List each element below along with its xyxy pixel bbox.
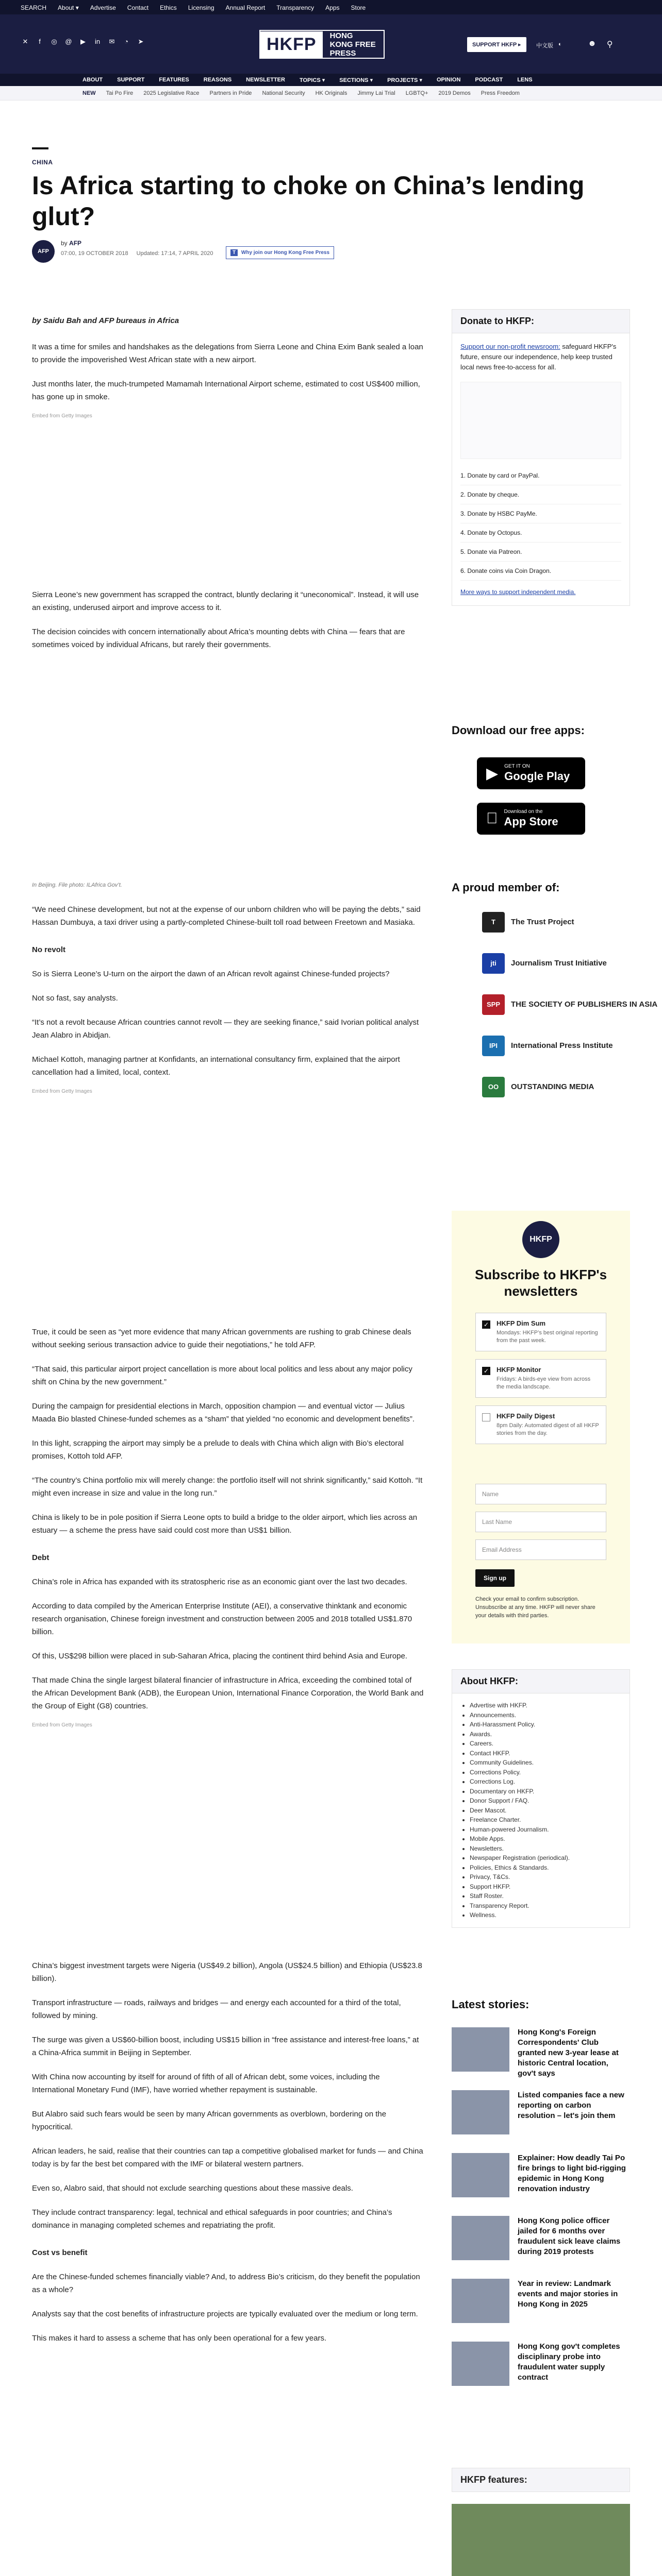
- about-link[interactable]: • Support HKFP.: [470, 1882, 621, 1892]
- embed-credit[interactable]: Embed from Getty Images: [32, 1722, 92, 1728]
- paragraph-group-8: [32, 2270, 424, 2345]
- member-name: THE SOCIETY OF PUBLISHERS IN ASIA: [511, 1000, 658, 1009]
- about-link[interactable]: • Careers.: [470, 1739, 621, 1749]
- article-dates: [61, 250, 213, 257]
- topbar-link[interactable]: Annual Report: [225, 4, 266, 11]
- latest-story[interactable]: [452, 2279, 630, 2323]
- member-badge: OO: [482, 1077, 505, 1097]
- newsletter-option[interactable]: [475, 1405, 606, 1444]
- embed-credit[interactable]: Embed from Getty Images: [32, 413, 92, 419]
- article-paragraph: That made China the single largest bilateral financier of infrastructure in Africa, exceeding the combined total of the African Development Bank (ADB), the European Union, International Finance Corporation, the World Bank and the Group of Eight (G8) countries.: [32, 1676, 424, 1710]
- subheading-no-revolt: No revolt: [32, 945, 66, 954]
- mail-icon[interactable]: ✉: [109, 38, 115, 45]
- article-paragraph: Analysts say that the cost benefits of infrastructure projects are typically evaluated over the medium or long term.: [32, 2310, 418, 2318]
- article-paragraph: It was a time for smiles and handshakes as the delegations from Sierra Leone and China Exim Bank sealed a loan to provide the impoverished West African state with a new airport.: [32, 343, 423, 364]
- newsletter-option-title: HKFP Dim Sum: [496, 1319, 546, 1327]
- embed-credit[interactable]: Embed from Getty Images: [32, 1089, 92, 1094]
- member-logo[interactable]: [482, 912, 574, 933]
- threads-icon[interactable]: @: [65, 38, 72, 45]
- donate-title: Donate to HKFP:: [452, 310, 630, 333]
- newsletter-option[interactable]: [475, 1359, 606, 1398]
- trending-link[interactable]: National Security: [262, 90, 305, 96]
- story-title[interactable]: Explainer: How deadly Tai Po fire brings to light bid-rigging epidemic in Hong Kong renovation industry: [518, 2154, 626, 2193]
- about-link[interactable]: • Mobile Apps.: [470, 1834, 621, 1844]
- donate-link[interactable]: Support our non-profit newsroom:: [460, 343, 560, 350]
- article-body: [32, 314, 424, 2356]
- paragraph-group-7: [32, 1959, 424, 2232]
- category-rule: [32, 147, 48, 149]
- logo-name: HONG KONG FREE PRESS: [329, 31, 376, 58]
- nav-item[interactable]: PODCAST: [475, 77, 503, 83]
- trending-bar: [0, 86, 662, 100]
- topbar-link[interactable]: Licensing: [188, 4, 214, 11]
- about-link[interactable]: • Deer Mascot.: [470, 1806, 621, 1816]
- facebook-icon[interactable]: f: [39, 38, 41, 45]
- article-paragraph: True, it could be seen as “yet more evidence that many African governments are rushing to grab Chinese deals without seeking serious transaction advice to guide their negotiations,” he told AFP.: [32, 1328, 411, 1349]
- trending-link[interactable]: Jimmy Lai Trial: [357, 90, 395, 96]
- article-category[interactable]: CHINA: [32, 159, 53, 166]
- member-badge: T: [482, 912, 505, 933]
- photo-caption: In Beijing. File photo: ILAfrica Gov’t.: [32, 882, 122, 888]
- embedded-image-placeholder: [32, 1109, 424, 1326]
- trending-link[interactable]: Partners in Pride: [209, 90, 252, 96]
- story-title[interactable]: Hong Kong gov't completes disciplinary probe into fraudulent water supply contract: [518, 2342, 620, 2382]
- about-link[interactable]: • Corrections Policy.: [470, 1768, 621, 1777]
- member-logo[interactable]: [482, 1077, 594, 1097]
- donate-method-link[interactable]: 1. Donate by card or PayPal.: [460, 466, 621, 485]
- nav-item[interactable]: FEATURES: [159, 77, 189, 83]
- rss-icon[interactable]: ◔: [124, 38, 128, 45]
- about-link[interactable]: • Documentary on HKFP.: [470, 1787, 621, 1797]
- article-paragraph: “It’s not a revolt because African countries cannot revolt — they are seeking finance,” said Ivorian political analyst Jean Alabro in Abidjan.: [32, 1018, 419, 1040]
- app-store-button[interactable]: [477, 803, 585, 835]
- latest-title: Latest stories:: [452, 1998, 529, 2011]
- nav-item[interactable]: TOPICS ▾: [299, 77, 325, 83]
- latest-story[interactable]: [452, 2153, 630, 2197]
- header-icons: [588, 39, 613, 49]
- nav-item[interactable]: LENS: [517, 77, 533, 83]
- byline: [61, 240, 81, 247]
- donate-body: [452, 333, 630, 605]
- latest-story[interactable]: [452, 2342, 630, 2386]
- article-paragraph: According to data compiled by the American Enterprise Institute (AEI), a conservative thinktank and economic research organisation, Chinese foreign investment and construction between 2005 and 2018 totalled US$1.870 billion.: [32, 1602, 412, 1636]
- trending-link[interactable]: NEW: [82, 90, 96, 96]
- search-icon[interactable]: ⚲: [606, 40, 613, 49]
- newsletter-option-title: HKFP Monitor: [496, 1366, 541, 1374]
- member-logo[interactable]: [482, 994, 657, 1015]
- donate-banner-image[interactable]: [460, 382, 621, 459]
- member-badge: SPP: [482, 994, 505, 1015]
- telegram-icon[interactable]: ➤: [138, 38, 144, 45]
- author-link[interactable]: AFP: [69, 240, 82, 247]
- article-paragraph: “The country’s China portfolio mix will merely change: the portfolio itself will not shrink significantly,” said Kottoh. “It might even increase in size and value in the long run.”: [32, 1476, 423, 1498]
- email-field[interactable]: Email Address: [475, 1539, 606, 1560]
- paragraph-group-6: [32, 1575, 424, 1713]
- article-paragraph: Sierra Leone’s new government has scrapped the contract, bluntly declaring it “uneconomical”. Instead, it will use an existing, underused airport and improve access to it.: [32, 590, 419, 612]
- article-paragraph: Michael Kottoh, managing partner at Konfidants, an international consultancy firm, explained that the airport cancellation had a limited, local, context.: [32, 1055, 400, 1077]
- topbar-link[interactable]: About ▾: [58, 4, 79, 11]
- about-link[interactable]: • Newsletters.: [470, 1844, 621, 1854]
- about-link[interactable]: • Freelance Charter.: [470, 1815, 621, 1825]
- article-lead: by Saidu Bah and AFP bureaus in Africa: [32, 316, 179, 325]
- paragraph-group-5: [32, 1326, 424, 1537]
- trending-link[interactable]: 2025 Legislative Race: [143, 90, 200, 96]
- signup-button[interactable]: Sign up: [475, 1569, 515, 1587]
- donate-method-link[interactable]: 2. Donate by cheque.: [460, 485, 621, 504]
- article-paragraph: Just months later, the much-trumpeted Mamamah International Airport scheme, estimated to cost US$400 million, has gone up in smoke.: [32, 380, 420, 401]
- apps-title: Download our free apps:: [452, 724, 585, 737]
- donate-text: safeguard HKFP's future, ensure our independence, help keep trusted local news free-to-access for all.: [460, 343, 617, 371]
- embedded-image-placeholder: [32, 434, 424, 588]
- story-thumbnail[interactable]: [452, 2216, 509, 2260]
- article-paragraph: Transport infrastructure — roads, railways and bridges — and energy each accounted for a third of the total, followed by mining.: [32, 1998, 401, 2020]
- byline-by: by: [61, 240, 68, 247]
- about-link[interactable]: • Newspaper Registration (periodical).: [470, 1853, 621, 1863]
- newsletter-title: Subscribe to HKFP's newsletters: [474, 1267, 607, 1299]
- story-thumbnail[interactable]: [452, 2153, 509, 2197]
- article-paragraph: With China now accounting by itself for around of fifth of all of African debt, some voices, including the International Monetary Fund (IMF), have worried whether repayment is sustainable.: [32, 2073, 380, 2094]
- trending-link[interactable]: Press Freedom: [481, 90, 520, 96]
- app-store-big: App Store: [492, 815, 547, 828]
- donate-method-link[interactable]: 3. Donate by HSBC PayMe.: [460, 504, 621, 523]
- trending-link[interactable]: Tai Po Fire: [106, 90, 134, 96]
- about-link[interactable]: • Wellness.: [470, 1910, 621, 1920]
- play-icon: ▶: [486, 765, 499, 782]
- social-icons: [21, 37, 145, 46]
- topbar-link[interactable]: SEARCH: [21, 4, 47, 11]
- last-name-field[interactable]: Last Name: [475, 1512, 606, 1532]
- topbar-link[interactable]: Ethics: [160, 4, 177, 11]
- paragraph-group-2: [32, 588, 424, 651]
- article-paragraph: This makes it hard to assess a scheme that has only been operational for a few years.: [32, 2334, 327, 2343]
- lang-zh-link[interactable]: 中文版: [536, 43, 553, 49]
- join-badge: T: [230, 249, 238, 256]
- members-title: A proud member of:: [452, 881, 560, 894]
- topbar-link[interactable]: Store: [351, 4, 366, 11]
- topbar-link[interactable]: Advertise: [90, 4, 116, 11]
- story-thumbnail[interactable]: [452, 2279, 509, 2323]
- newsletter-checkbox[interactable]: ✓: [482, 1367, 490, 1375]
- google-play-big: Google Play: [504, 770, 570, 783]
- about-link[interactable]: • Corrections Log.: [470, 1777, 621, 1787]
- newsletter-checkbox[interactable]: ✓: [482, 1320, 490, 1329]
- nav-item[interactable]: SUPPORT: [117, 77, 145, 83]
- logo-mark: HKFP: [260, 31, 323, 58]
- latest-story[interactable]: [452, 2216, 630, 2260]
- about-link[interactable]: • Policies, Ethics & Standards.: [470, 1863, 621, 1873]
- about-link[interactable]: • Advertise with HKFP.: [470, 1701, 621, 1710]
- article-headline: Is Africa starting to choke on China’s lending glut?: [32, 171, 585, 231]
- article-paragraph: So is Sierra Leone’s U-turn on the airport the dawn of an African revolt against Chinese-funded projects?: [32, 970, 390, 978]
- newsletter-option-desc: 8pm Daily: Automated digest of all HKFP stories from the day.: [496, 1422, 599, 1436]
- feature-image[interactable]: [452, 2504, 630, 2576]
- donate-box: [452, 309, 630, 606]
- youtube-icon[interactable]: ▶: [80, 38, 86, 45]
- article-paragraph: Of this, US$298 billion were placed in sub-Saharan Africa, placing the continent third behind Asia and Europe.: [32, 1652, 407, 1660]
- article-paragraph: China’s role in Africa has expanded with its stratospheric rise as an economic giant over the last two decades.: [32, 1578, 407, 1586]
- main-navigation: [0, 74, 662, 86]
- newsletter-option[interactable]: [475, 1313, 606, 1351]
- about-link[interactable]: • Human-powered Journalism.: [470, 1825, 621, 1835]
- article-paragraph: Not so fast, say analysts.: [32, 994, 118, 1003]
- site-logo[interactable]: [259, 30, 385, 59]
- latest-story[interactable]: [452, 2090, 630, 2134]
- donate-methods: [460, 466, 621, 581]
- latest-story[interactable]: [452, 2027, 630, 2078]
- story-thumbnail[interactable]: [452, 2342, 509, 2386]
- member-badge: jti: [482, 953, 505, 974]
- article-paragraph: The decision coincides with concern internationally about Africa’s mounting debts with China — fears that are sometimes voiced by individual Africans, but rarely their governments.: [32, 628, 405, 649]
- apple-icon: [486, 810, 498, 827]
- dark-mode-icon[interactable]: ◐: [558, 41, 562, 47]
- member-name: International Press Institute: [511, 1041, 613, 1050]
- about-links: [452, 1693, 630, 1927]
- member-badge: IPI: [482, 1036, 505, 1056]
- story-thumbnail[interactable]: [452, 2090, 509, 2134]
- article-photo-placeholder: [32, 663, 424, 879]
- google-play-button[interactable]: [477, 757, 585, 789]
- nav-item[interactable]: SECTIONS ▾: [339, 77, 373, 83]
- about-link[interactable]: • Staff Roster.: [470, 1891, 621, 1901]
- published-date: 07:00, 19 OCTOBER 2018: [61, 250, 128, 257]
- about-link[interactable]: • Awards.: [470, 1730, 621, 1739]
- about-link[interactable]: • Announcements.: [470, 1710, 621, 1720]
- article-paragraph: But Alabro said such fears would be seen by many African governments as overblown, bordering on the hypocritical.: [32, 2110, 387, 2131]
- linkedin-icon[interactable]: in: [94, 38, 101, 45]
- member-logo[interactable]: [482, 953, 607, 974]
- features-title: HKFP features:: [452, 2468, 630, 2492]
- member-name: Journalism Trust Initiative: [511, 959, 607, 968]
- site-header: [0, 14, 662, 74]
- user-icon[interactable]: ☻: [588, 39, 597, 48]
- article-paragraph: In this light, scrapping the airport may simply be a prelude to deals with China which align with Bio’s electoral promises, Kottoh told AFP.: [32, 1439, 404, 1461]
- article-paragraph: During the campaign for presidential elections in March, opposition champion — and eventual victor — Julius Maada Bio blasted Chinese-funded schemes as a “sham” that yielded “no economic and development benefits”.: [32, 1402, 415, 1423]
- article-paragraph: “We need Chinese development, but not at the expense of our unborn children who will be paying the debts,” said Hassan Dumbuya, a taxi driver using a partly-completed Chinese-built toll road between Freetown and Masiaka.: [32, 905, 421, 927]
- join-hkfp-button[interactable]: [226, 246, 334, 259]
- member-name: The Trust Project: [511, 918, 574, 926]
- x-icon[interactable]: ✕: [22, 38, 28, 45]
- newsletter-checkbox[interactable]: [482, 1413, 490, 1421]
- about-link[interactable]: • Community Guidelines.: [470, 1758, 621, 1768]
- nav-item[interactable]: PROJECTS ▾: [387, 77, 422, 83]
- story-title[interactable]: Year in review: Landmark events and major stories in Hong Kong in 2025: [518, 2279, 618, 2309]
- donate-method-link[interactable]: 4. Donate by Octopus.: [460, 523, 621, 543]
- newsletter-logo: HKFP: [522, 1221, 559, 1258]
- article-paragraph: The surge was given a US$60-billion boost, including US$15 billion in “free assistance and interest-free loans,” at a China-Africa summit in Beijing in September.: [32, 2036, 419, 2057]
- main-nav-items: [82, 77, 533, 83]
- support-hkfp-button[interactable]: SUPPORT HKFP ▸: [467, 37, 526, 52]
- about-link[interactable]: • Anti-Harassment Policy.: [470, 1720, 621, 1730]
- google-play-small: GET IT ON: [504, 764, 530, 769]
- paragraph-group-3: [32, 903, 424, 929]
- paragraph-group-1: [32, 341, 424, 403]
- newsletter-consent: Check your email to confirm subscription. Unsubscribe at any time. HKFP will never share your details with third parties.: [475, 1596, 595, 1619]
- story-thumbnail[interactable]: [452, 2027, 509, 2072]
- topbar-link[interactable]: Contact: [127, 4, 149, 11]
- story-title[interactable]: Hong Kong's Foreign Correspondents' Club granted new 3-year lease at historic Central location, gov't says: [518, 2028, 619, 2078]
- updated-date: Updated: 17:14, 7 APRIL 2020: [136, 250, 213, 257]
- newsletter-option-desc: Mondays: HKFP’s best original reporting from the past week.: [496, 1330, 598, 1344]
- instagram-icon[interactable]: ◎: [51, 38, 57, 45]
- author-avatar[interactable]: AFP: [32, 240, 55, 263]
- join-text: Why join our Hong Kong Free Press: [241, 250, 330, 256]
- about-title: About HKFP:: [452, 1670, 630, 1693]
- newsletter-option-desc: Fridays: A birds-eye view from across the media landscape.: [496, 1376, 591, 1390]
- newsletter-option-title: HKFP Daily Digest: [496, 1412, 555, 1420]
- donate-method-link[interactable]: 5. Donate via Patreon.: [460, 543, 621, 562]
- trending-link[interactable]: HK Originals: [315, 90, 347, 96]
- about-box: [452, 1669, 630, 1928]
- donate-method-link[interactable]: 6. Donate coins via Coin Dragon.: [460, 562, 621, 581]
- app-store-small: Download on the: [492, 809, 532, 815]
- article-paragraph: China’s biggest investment targets were Nigeria (US$49.2 billion), Angola (US$24.5 billion) and Ethiopia (US$23.8 billion).: [32, 1961, 422, 1983]
- nav-item[interactable]: NEWSLETTER: [246, 77, 285, 83]
- nav-item[interactable]: ABOUT: [82, 77, 103, 83]
- trending-items: [82, 90, 520, 96]
- nav-item[interactable]: REASONS: [203, 77, 232, 83]
- embedded-image-placeholder: [32, 1743, 424, 1959]
- article-paragraph: Even so, Alabro said, that should not exclude searching questions about these massive deals.: [32, 2184, 353, 2193]
- nav-item[interactable]: OPINION: [436, 77, 461, 83]
- topbar-link[interactable]: Apps: [325, 4, 340, 11]
- about-link[interactable]: • Transparency Report.: [470, 1901, 621, 1911]
- story-title[interactable]: Hong Kong police officer jailed for 6 months over fraudulent sick leave claims during 2019 protests: [518, 2216, 621, 2256]
- name-field[interactable]: Name: [475, 1484, 606, 1504]
- about-link[interactable]: • Contact HKFP.: [470, 1749, 621, 1758]
- article-paragraph: They include contract transparency: legal, technical and ethical safeguards in poor countries; and China’s dominance in managing completed schemes and repatriating the profit.: [32, 2208, 392, 2230]
- language-switch: [536, 41, 562, 49]
- donate-more-link[interactable]: More ways to support independent media.: [460, 588, 576, 596]
- about-link[interactable]: • Privacy, T&Cs.: [470, 1872, 621, 1882]
- top-utility-bar: [0, 0, 662, 14]
- subheading-cost-benefit: Cost vs benefit: [32, 2248, 88, 2257]
- top-utility-links: [21, 4, 366, 11]
- topbar-link[interactable]: Transparency: [276, 4, 315, 11]
- story-title[interactable]: Listed companies face a new reporting on carbon resolution – let's join them: [518, 2091, 624, 2120]
- trending-link[interactable]: 2019 Demos: [438, 90, 471, 96]
- member-logo[interactable]: [482, 1036, 613, 1056]
- article-paragraph: Are the Chinese-funded schemes financially viable? And, to address Bio’s criticism, do they benefit the population as a whole?: [32, 2273, 420, 2294]
- article-paragraph: “That said, this particular airport project cancellation is more about local politics and less about any major policy shift on China by the new government.”: [32, 1365, 412, 1386]
- features-box: [452, 2468, 630, 2492]
- article-paragraph: China is likely to be in pole position if Sierra Leone opts to build a bridge to the older airport, which lies across an estuary — a scheme the press have said could cost more than US$1 billion.: [32, 1513, 418, 1535]
- member-name: OUTSTANDING MEDIA: [511, 1082, 594, 1091]
- trending-link[interactable]: LGBTQ+: [405, 90, 428, 96]
- paragraph-group-4: [32, 968, 424, 1079]
- subheading-debt: Debt: [32, 1553, 49, 1562]
- about-link[interactable]: • Donor Support / FAQ.: [470, 1796, 621, 1806]
- article-paragraph: African leaders, he said, realise that their countries can tap a competitive globalised market for funds — and China today is by far the best bet compared with the IMF or bilateral western partners.: [32, 2147, 423, 2168]
